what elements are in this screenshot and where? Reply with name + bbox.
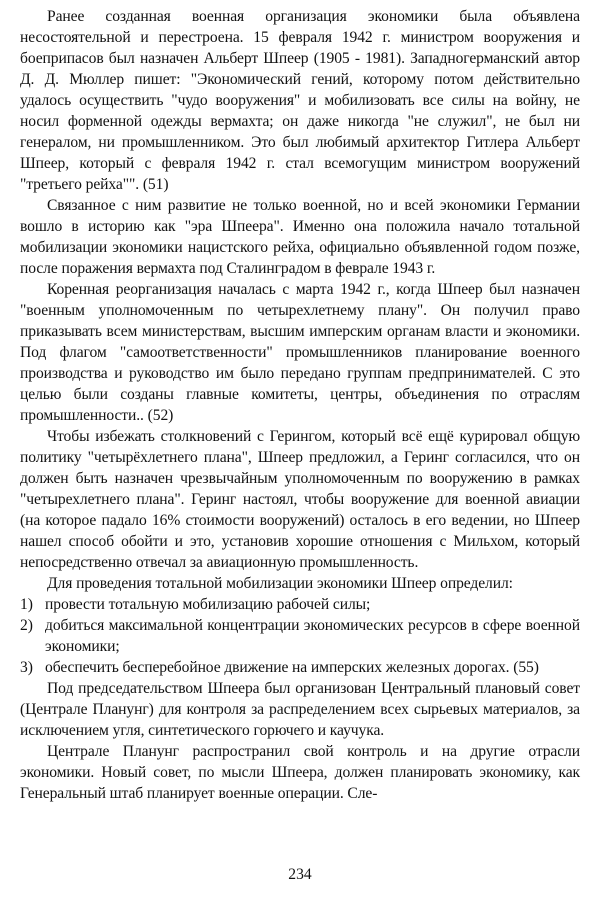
paragraph-mobilization-intro: Для проведения тотальной мобилизации экономики Шпеер определил:: [47, 575, 513, 592]
paragraph-goering: Чтобы избежать столкновений с Герингом, который всё ещё курировал общую политику "четырёхлетнего плана", Шпеер предложил, а Геринг согласился, что он должен быть назначен чрезвычайным уполномоченным по вооружению в рамках "четырехлетнего плана". Геринг настоял, чтобы вооружение для военной авиации (на которое падало 16% стоимости вооружений) осталось в его ведении, но Шпеер нашел способ обойти и это, установив хорошие отношения с Мильхом, который непосредственно отвечал за авиационную промышленность.: [20, 428, 580, 571]
paragraph-speer-era: Связанное с ним развитие не только военной, но и всей экономики Германии вошло в историю как "эра Шпеера". Именно она положила начало тотальной мобилизации экономики нацистского рейха, официально объявленной годом позже, после поражения вермахта под Сталинградом в феврале 1943 г.: [20, 197, 580, 277]
list-item-number: 1): [20, 596, 33, 613]
list-item-number: 3): [20, 659, 33, 676]
list-item: [20, 657, 580, 678]
list-item-number: 2): [20, 617, 33, 634]
list-item: [20, 594, 580, 615]
paragraph-speer-appointment: Ранее созданная военная организация экономики была объявлена несостоятельной и перестроена. 15 февраля 1942 г. министром вооружения и боеприпасов был назначен Альберт Шпеер (1905 - 1981). Западногерманский автор Д. Д. Мюллер пишет: "Экономический гений, которому потом действительно удалось осуществить "чудо вооружения" и мобилизовать все силы на войну, не носил форменной одежды вермахта; он даже никогда "не служил", не был ни генералом, ни промышленником. Это был любимый архитектор Гитлера Альберт Шпеер, который с февраля 1942 г. стал всемогущим министром вооружений "третьего рейха"". (51): [20, 8, 580, 193]
paragraph-planning-scope: Централе Планунг распространил свой контроль и на другие отрасли экономики. Новый совет, по мысли Шпеера, должен планировать экономику, как Генеральный штаб планирует военные операции. Сле-: [20, 743, 580, 802]
list-item: [20, 615, 580, 657]
list-item-text: добиться максимальной концентрации экономических ресурсов в сфере военной экономики;: [45, 617, 580, 655]
mobilization-list: [20, 594, 580, 678]
list-item-text: провести тотальную мобилизацию рабочей силы;: [45, 596, 371, 613]
list-item-text: обеспечить бесперебойное движение на имперских железных дорогах. (55): [45, 659, 539, 676]
paragraph-central-planning: Под председательством Шпеера был организован Центральный плановый совет (Централе Планунг) для контроля за распределением всех сырьевых материалов, за исключением угля, синтетического горючего и каучука.: [20, 680, 580, 739]
paragraph-reorganization: Коренная реорганизация началась с марта 1942 г., когда Шпеер был назначен "военным уполномоченным по четырехлетнему плану". Он получил право приказывать всем министерствам, высшим имперским органам власти и экономики. Под флагом "самоответственности" промышленников планирование военного производства и руководство им было передано группам предпринимателей. С это целью были созданы главные комитеты, центры, объединения по отраслям промышленности.. (52): [20, 281, 580, 424]
page-number: 234: [288, 866, 312, 883]
